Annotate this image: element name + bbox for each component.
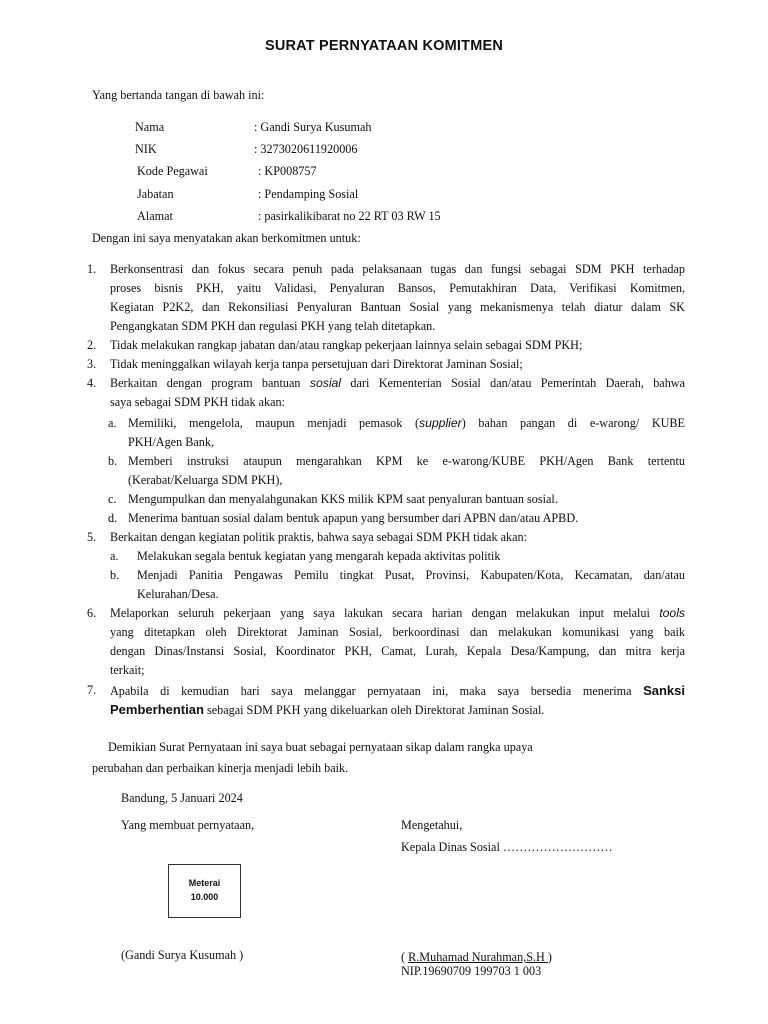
subitem-text-line: Kelurahan/Desa.	[137, 587, 219, 601]
item-text-line: yang ditetapkan oleh Direktorat Jaminan Sosial, berkoordinasi dan melakukan komunikasi yang baik	[110, 625, 685, 639]
item-text-line: terkait;	[110, 663, 145, 677]
identity-label-kode: Kode Pegawai	[137, 164, 208, 178]
subitem-text-line: PKH/Agen Bank,	[128, 435, 214, 449]
item-number: 1.	[87, 262, 97, 276]
item-text-line: proses bisnis PKH, yaitu Validasi, Penyaluran Bansos, Pemutakhiran Data, Verifikasi Komitmen,	[110, 281, 685, 295]
closing-line: Demikian Surat Pernyataan ini saya buat sebagai pernyataan sikap dalam rangka upaya	[108, 740, 533, 754]
subitem-mark: d.	[108, 511, 118, 525]
subitem-mark: b.	[108, 454, 118, 468]
subitem-text-line: Memiliki, mengelola, maupun menjadi pemasok (supplier) bahan pangan di e-warong/ KUBE	[128, 416, 685, 430]
item-number: 3.	[87, 357, 97, 371]
place-date: Bandung, 5 Januari 2024	[121, 791, 243, 805]
subitem-mark: b.	[110, 568, 120, 582]
identity-value-nik: : 3273020611920006	[254, 142, 358, 156]
subitem-text-line: Melakukan segala bentuk kegiatan yang mengarah kepada aktivitas politik	[137, 549, 501, 563]
item-number: 4.	[87, 376, 97, 390]
identity-value-alamat: : pasirkalikibarat no 22 RT 03 RW 15	[258, 209, 441, 223]
subitem-text-line: Menerima bantuan sosial dalam bentuk apapun yang bersumber dari APBN dan/atau APBD.	[128, 511, 579, 525]
signer-right-name: ( R.Muhamad Nurahman,S.H )	[401, 950, 552, 964]
identity-label-nama: Nama	[135, 120, 165, 134]
stamp-value: 10.000	[190, 892, 219, 902]
subitem-mark: a.	[108, 416, 117, 430]
item-number: 6.	[87, 606, 97, 620]
document-title: SURAT PERNYATAAN KOMITMEN	[264, 38, 504, 54]
identity-label-jabatan: Jabatan	[137, 187, 174, 201]
item-text-line: Tidak meninggalkan wilayah kerja tanpa persetujuan dari Direktorat Jaminan Sosial;	[110, 357, 523, 371]
subitem-text-line: Mengumpulkan dan menyalahgunakan KKS milik KPM saat penyaluran bantuan sosial.	[128, 492, 558, 506]
signer-right-caption: Mengetahui,	[401, 818, 463, 832]
subitem-text-line: Menjadi Panitia Pengawas Pemilu tingkat Pusat, Provinsi, Kabupaten/Kota, Kecamatan, dan/atau	[137, 568, 685, 582]
item-number: 5.	[87, 530, 97, 544]
signer-left-caption: Yang membuat pernyataan,	[121, 818, 255, 832]
identity-value-jabatan: : Pendamping Sosial	[258, 187, 359, 201]
item-text-line: Melaporkan seluruh pekerjaan yang saya lakukan secara harian dengan melakukan input melalui tools	[110, 606, 685, 620]
subitem-text-line: Memberi instruksi ataupun mengarahkan KPM ke e-warong/KUBE PKH/Agen Bank tertentu	[128, 454, 685, 468]
item-text-line: Pengangkatan SDM PKH dan regulasi PKH yang telah ditetapkan.	[110, 319, 436, 333]
item-text-line: Berkonsentrasi dan fokus secara penuh pada pelaksanaan tugas dan fungsi sebagai SDM PKH terhadap	[110, 262, 685, 276]
commitment-intro: Dengan ini saya menyatakan akan berkomitmen untuk:	[92, 231, 361, 245]
signer-right-role: Kepala Dinas Sosial ………………………	[401, 840, 613, 854]
item-text-line: Tidak melakukan rangkap jabatan dan/atau rangkap pekerjaan lainnya selain sebagai SDM PKH;	[110, 338, 583, 352]
meterai-stamp	[168, 864, 241, 918]
item-text-line: Kegiatan P2K2, dan Rekonsiliasi Penyaluran Bantuan Sosial yang mekanismenya telah diatur dalam SK	[110, 300, 685, 314]
item-text-line: dengan Dinas/Instansi Sosial, Koordinator PKH, Camat, Lurah, Kepala Desa/Kampung, dan mitra kerja	[110, 644, 685, 658]
identity-label-nik: NIK	[135, 142, 157, 156]
item-text-line: Pemberhentian sebagai SDM PKH yang dikeluarkan oleh Direktorat Jaminan Sosial.	[110, 702, 545, 717]
subitem-text-line: (Kerabat/Keluarga SDM PKH),	[128, 473, 283, 487]
signer-left-name: (Gandi Surya Kusumah )	[121, 948, 244, 962]
subitem-mark: c.	[108, 492, 117, 506]
intro-text: Yang bertanda tangan di bawah ini:	[92, 88, 265, 102]
identity-value-nama: : Gandi Surya Kusumah	[254, 120, 372, 134]
item-text-line: Apabila di kemudian hari saya melanggar pernyataan ini, maka saya bersedia menerima Sanksi	[110, 683, 685, 698]
subitem-mark: a.	[110, 549, 119, 563]
item-text-line: saya sebagai SDM PKH tidak akan:	[110, 395, 285, 409]
identity-label-alamat: Alamat	[137, 209, 173, 223]
item-text-line: Berkaitan dengan kegiatan politik praktis, bahwa saya sebagai SDM PKH tidak akan:	[110, 530, 527, 544]
item-text-line: Berkaitan dengan program bantuan sosial dari Kementerian Sosial dan/atau Pemerintah Daerah, bahwa	[110, 376, 685, 390]
identity-value-kode: : KP008757	[258, 164, 317, 178]
item-number: 7.	[87, 683, 97, 697]
signer-right-nip: NIP.19690709 199703 1 003	[401, 964, 542, 978]
stamp-label: Meterai	[188, 878, 221, 888]
closing-line: perubahan dan perbaikan kinerja menjadi lebih baik.	[92, 761, 349, 775]
item-number: 2.	[87, 338, 97, 352]
